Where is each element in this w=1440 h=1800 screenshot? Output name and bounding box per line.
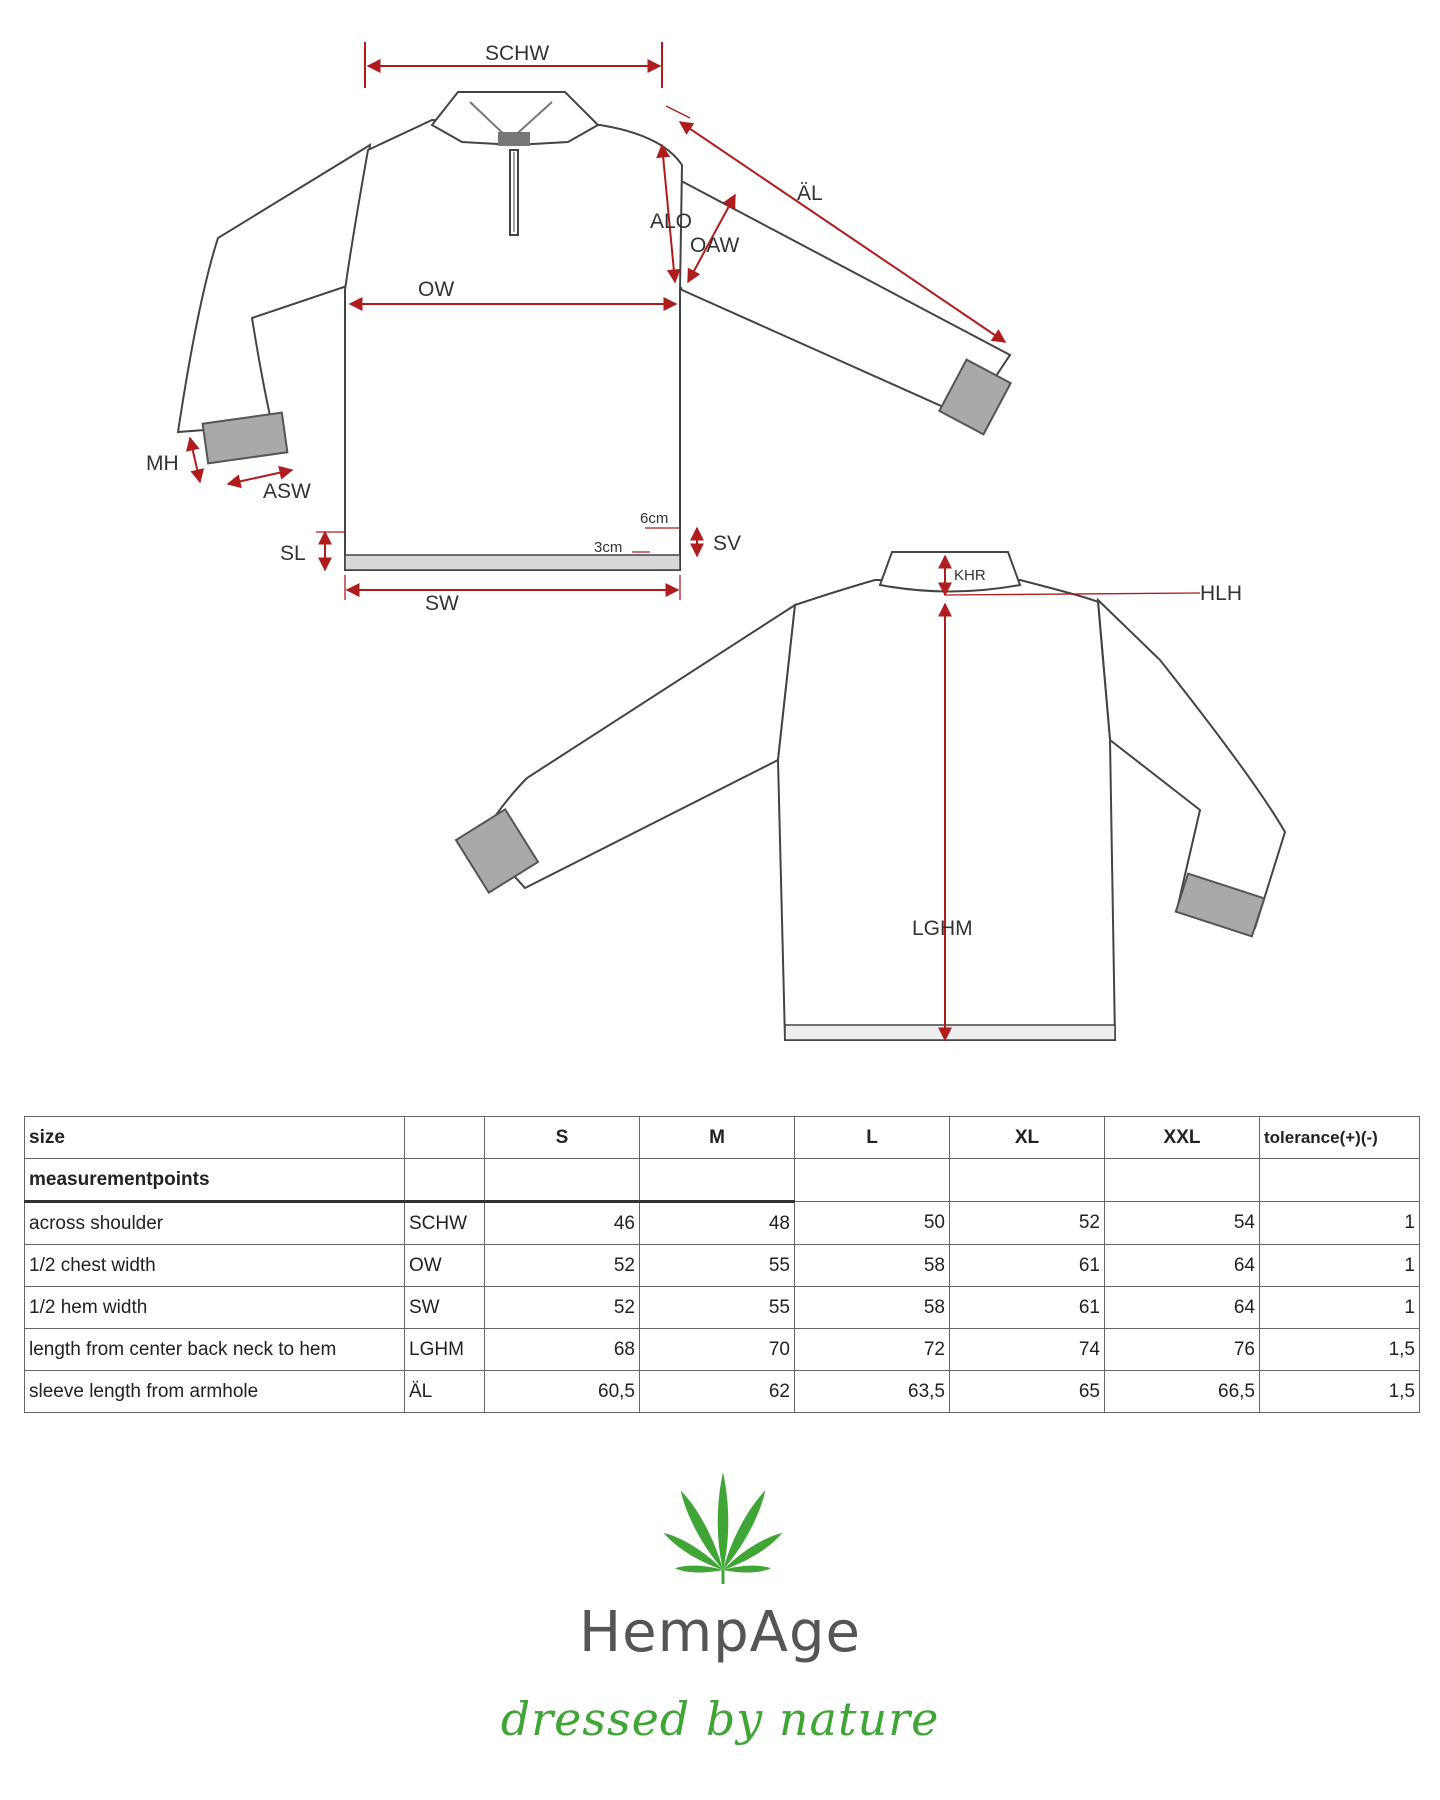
brand-block — [0, 1470, 1440, 1790]
row-code: SW — [405, 1287, 485, 1329]
label-khr: KHR — [954, 567, 986, 584]
table-row — [25, 1202, 1420, 1245]
label-6cm: 6cm — [640, 510, 669, 527]
value-cell: 52 — [485, 1245, 640, 1287]
size-l: L — [795, 1117, 950, 1159]
label-sw: SW — [425, 592, 459, 615]
value-cell: 46 — [485, 1202, 640, 1245]
value-cell: 54 — [1105, 1202, 1260, 1245]
blank-cell — [640, 1159, 795, 1202]
value-cell: 55 — [640, 1245, 795, 1287]
table-subheader-row — [25, 1159, 1420, 1202]
value-cell: 62 — [640, 1371, 795, 1413]
blank-cell — [1105, 1159, 1260, 1202]
table-header-row — [25, 1117, 1420, 1159]
value-cell: 72 — [795, 1329, 950, 1371]
value-cell: 60,5 — [485, 1371, 640, 1413]
value-cell: 55 — [640, 1287, 795, 1329]
label-al: ÄL — [797, 182, 823, 205]
size-xxl: XXL — [1105, 1117, 1260, 1159]
brand-name: HempAge — [579, 1600, 861, 1665]
front-left-sleeve — [178, 145, 370, 432]
value-cell: 58 — [795, 1245, 950, 1287]
label-sv: SV — [713, 532, 742, 555]
blank-cell — [1260, 1159, 1420, 1202]
value-cell: 61 — [950, 1287, 1105, 1329]
row-code: ÄL — [405, 1371, 485, 1413]
brand-tagline: dressed by nature — [500, 1692, 940, 1746]
table-row — [25, 1371, 1420, 1413]
label-3cm: 3cm — [594, 539, 623, 556]
row-code: SCHW — [405, 1202, 485, 1245]
tolerance-cell: 1 — [1260, 1245, 1420, 1287]
size-label: size — [25, 1117, 405, 1159]
row-name: 1/2 hem width — [25, 1287, 405, 1329]
value-cell: 52 — [950, 1202, 1105, 1245]
table-row — [25, 1245, 1420, 1287]
back-body — [778, 580, 1115, 1040]
hemp-leaf-icon — [658, 1470, 788, 1585]
value-cell: 63,5 — [795, 1371, 950, 1413]
size-xl: XL — [950, 1117, 1105, 1159]
value-cell: 65 — [950, 1371, 1105, 1413]
row-name: sleeve length from armhole — [25, 1371, 405, 1413]
blank-cell — [795, 1159, 950, 1202]
table-row — [25, 1287, 1420, 1329]
row-name: 1/2 chest width — [25, 1245, 405, 1287]
tolerance-cell: 1,5 — [1260, 1371, 1420, 1413]
table-row — [25, 1329, 1420, 1371]
blank-cell — [485, 1159, 640, 1202]
value-cell: 74 — [950, 1329, 1105, 1371]
tolerance-cell: 1 — [1260, 1287, 1420, 1329]
label-hlh: HLH — [1200, 582, 1243, 605]
label-lghm: LGHM — [912, 917, 973, 940]
back-view — [456, 552, 1285, 1040]
value-cell: 50 — [795, 1202, 950, 1245]
value-cell: 70 — [640, 1329, 795, 1371]
front-hem-band — [345, 555, 680, 570]
label-alo: ALO — [650, 210, 693, 233]
size-m: M — [640, 1117, 795, 1159]
label-sl: SL — [280, 542, 306, 565]
row-name: length from center back neck to hem — [25, 1329, 405, 1371]
value-cell: 66,5 — [1105, 1371, 1260, 1413]
back-hem-band — [785, 1025, 1115, 1040]
blank-cell — [405, 1117, 485, 1159]
label-asw: ASW — [263, 480, 311, 503]
size-s: S — [485, 1117, 640, 1159]
value-cell: 64 — [1105, 1245, 1260, 1287]
measurementpoints-label: measurementpoints — [25, 1159, 405, 1202]
value-cell: 64 — [1105, 1287, 1260, 1329]
tolerance-cell: 1,5 — [1260, 1329, 1420, 1371]
size-table — [24, 1116, 1420, 1413]
value-cell: 76 — [1105, 1329, 1260, 1371]
label-ow: OW — [418, 278, 455, 301]
row-name: across shoulder — [25, 1202, 405, 1245]
row-code: LGHM — [405, 1329, 485, 1371]
value-cell: 52 — [485, 1287, 640, 1329]
value-cell: 61 — [950, 1245, 1105, 1287]
value-cell: 68 — [485, 1329, 640, 1371]
label-mh: MH — [146, 452, 179, 475]
blank-cell — [950, 1159, 1105, 1202]
tolerance-header: tolerance(+)(-) — [1260, 1117, 1420, 1159]
label-schw: SCHW — [485, 42, 550, 65]
row-code: OW — [405, 1245, 485, 1287]
blank-cell — [405, 1159, 485, 1202]
value-cell: 48 — [640, 1202, 795, 1245]
back-collar — [880, 552, 1020, 592]
value-cell: 58 — [795, 1287, 950, 1329]
label-oaw: OAW — [690, 234, 740, 257]
front-view — [146, 42, 1011, 615]
tolerance-cell: 1 — [1260, 1202, 1420, 1245]
